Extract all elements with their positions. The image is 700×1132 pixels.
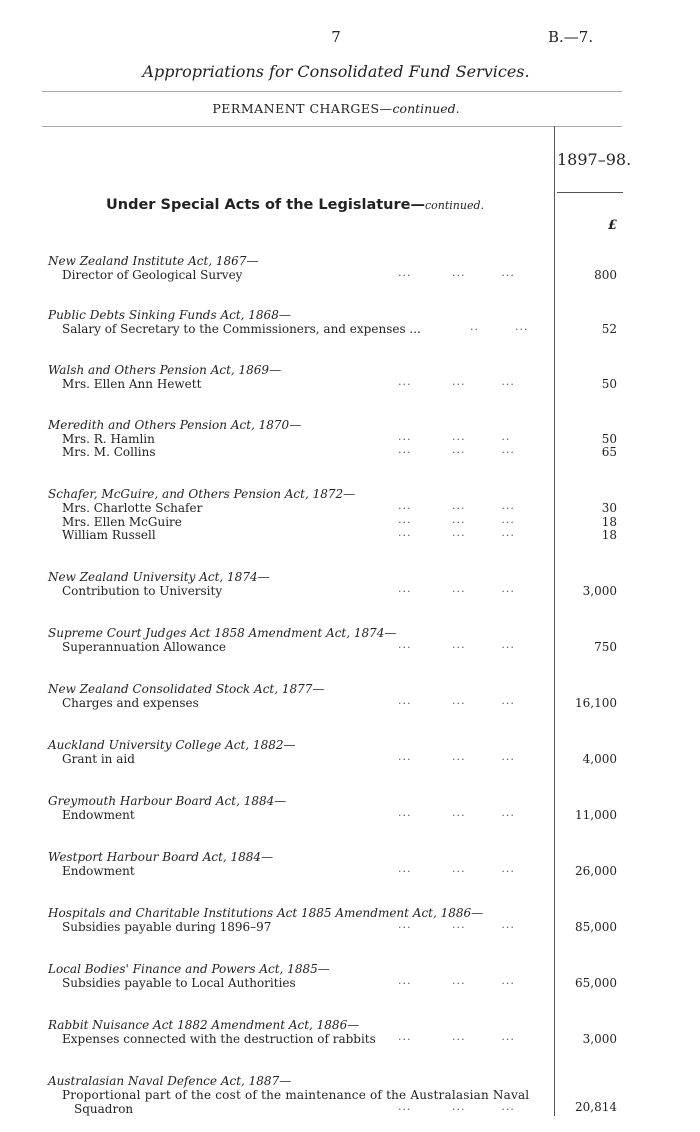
line-item-amount: 52	[601, 322, 617, 336]
leader-dots: ... ... ..	[398, 430, 511, 443]
line-item-amount: 3,000	[582, 1032, 617, 1046]
line-item-label: Mrs. M. Collins	[62, 445, 156, 459]
act-title: New Zealand Institute Act, 1867—	[48, 254, 259, 268]
act-title: Public Debts Sinking Funds Act, 1868—	[48, 308, 291, 322]
amount-column-rule	[554, 126, 555, 1116]
line-item-label: Grant in aid	[62, 752, 135, 766]
act-title: Westport Harbour Board Act, 1884—	[48, 850, 274, 864]
leader-dots: .. ...	[470, 320, 529, 333]
leader-dots: ... ... ...	[398, 750, 515, 763]
page-number: 7	[331, 28, 341, 46]
act-title: Auckland University College Act, 1882—	[48, 738, 296, 752]
leader-dots: ... ... ...	[398, 1100, 515, 1113]
leader-dots: ... ... ...	[398, 694, 515, 707]
line-item-label: Mrs. Ellen McGuire	[62, 515, 182, 529]
leader-dots: ... ... ...	[398, 582, 515, 595]
line-item-amount: 85,000	[575, 920, 617, 934]
line-item-label: Expenses connected with the destruction of rabbits	[62, 1032, 376, 1046]
leader-dots: ... ... ...	[398, 375, 515, 388]
leader-dots: ... ... ...	[398, 526, 515, 539]
act-title: New Zealand University Act, 1874—	[48, 570, 270, 584]
leader-dots: ... ... ...	[398, 266, 515, 279]
line-item-label: Proportional part of the cost of the maintenance of the Australasian Naval	[62, 1088, 530, 1102]
line-item-amount: 20,814	[575, 1100, 617, 1114]
line-item-amount: 11,000	[575, 808, 617, 822]
leader-dots: ... ... ...	[398, 918, 515, 931]
line-item-amount: 800	[594, 268, 617, 282]
section-subtitle: PERMANENT CHARGES—continued.	[212, 101, 460, 116]
act-title: Supreme Court Judges Act 1858 Amendment Act, 1874—	[48, 626, 397, 640]
document-reference: B.—7.	[548, 28, 594, 46]
line-item-amount: 3,000	[582, 584, 617, 598]
act-title: Greymouth Harbour Board Act, 1884—	[48, 794, 287, 808]
line-item-label: William Russell	[62, 528, 156, 542]
act-title: Rabbit Nuisance Act 1882 Amendment Act, 1886—	[48, 1018, 360, 1032]
line-item-amount: 750	[594, 640, 617, 654]
line-item-label: Mrs. Ellen Ann Hewett	[62, 377, 202, 391]
leader-dots: ... ... ...	[398, 974, 515, 987]
act-title: Schafer, McGuire, and Others Pension Act, 1872—	[48, 487, 356, 501]
line-item-amount: 50	[601, 377, 617, 391]
line-item-amount: 50	[601, 432, 617, 446]
line-item-amount: 26,000	[575, 864, 617, 878]
leader-dots: ... ... ...	[398, 513, 515, 526]
line-item-amount: 18	[601, 515, 617, 529]
line-item-label: Superannuation Allowance	[62, 640, 226, 654]
line-item-label-continued: Squadron	[74, 1102, 134, 1116]
section-heading: Under Special Acts of the Legislature—continued.	[106, 197, 484, 213]
line-item-amount: 30	[601, 501, 617, 515]
page-title: Appropriations for Consolidated Fund Services.	[142, 62, 530, 81]
line-item-label: Subsidies payable during 1896–97	[62, 920, 272, 934]
line-item-label: Mrs. Charlotte Schafer	[62, 501, 203, 515]
act-title: Hospitals and Charitable Institutions Act 1885 Amendment Act, 1886—	[48, 906, 484, 920]
currency-unit: £	[607, 218, 617, 233]
leader-dots: ... ... ...	[398, 806, 515, 819]
line-item-label: Contribution to University	[62, 584, 223, 598]
leader-dots: ... ... ...	[398, 499, 515, 512]
divider	[42, 91, 622, 92]
line-item-amount: 16,100	[575, 696, 617, 710]
line-item-label: Director of Geological Survey	[62, 268, 243, 282]
act-title: Meredith and Others Pension Act, 1870—	[48, 418, 302, 432]
act-title: New Zealand Consolidated Stock Act, 1877—	[48, 682, 325, 696]
year-column-header: 1897–98.	[557, 150, 632, 169]
divider	[42, 126, 622, 127]
leader-dots: ... ... ...	[398, 638, 515, 651]
act-title: Australasian Naval Defence Act, 1887—	[48, 1074, 292, 1088]
line-item-label: Endowment	[62, 808, 135, 822]
act-title: Walsh and Others Pension Act, 1869—	[48, 363, 282, 377]
line-item-label: Charges and expenses	[62, 696, 199, 710]
leader-dots: ... ... ...	[398, 443, 515, 456]
line-item-label: Endowment	[62, 864, 135, 878]
divider	[557, 192, 623, 193]
leader-dots: ... ... ...	[398, 862, 515, 875]
line-item-amount: 4,000	[582, 752, 617, 766]
act-title: Local Bodies' Finance and Powers Act, 1885—	[48, 962, 330, 976]
leader-dots: ... ... ...	[398, 1030, 515, 1043]
line-item-amount: 65	[601, 445, 617, 459]
line-item-amount: 65,000	[575, 976, 617, 990]
line-item-label: Subsidies payable to Local Authorities	[62, 976, 296, 990]
line-item-amount: 18	[601, 528, 617, 542]
line-item-label: Mrs. R. Hamlin	[62, 432, 155, 446]
line-item-label: Salary of Secretary to the Commissioners, and expenses ...	[62, 322, 421, 336]
